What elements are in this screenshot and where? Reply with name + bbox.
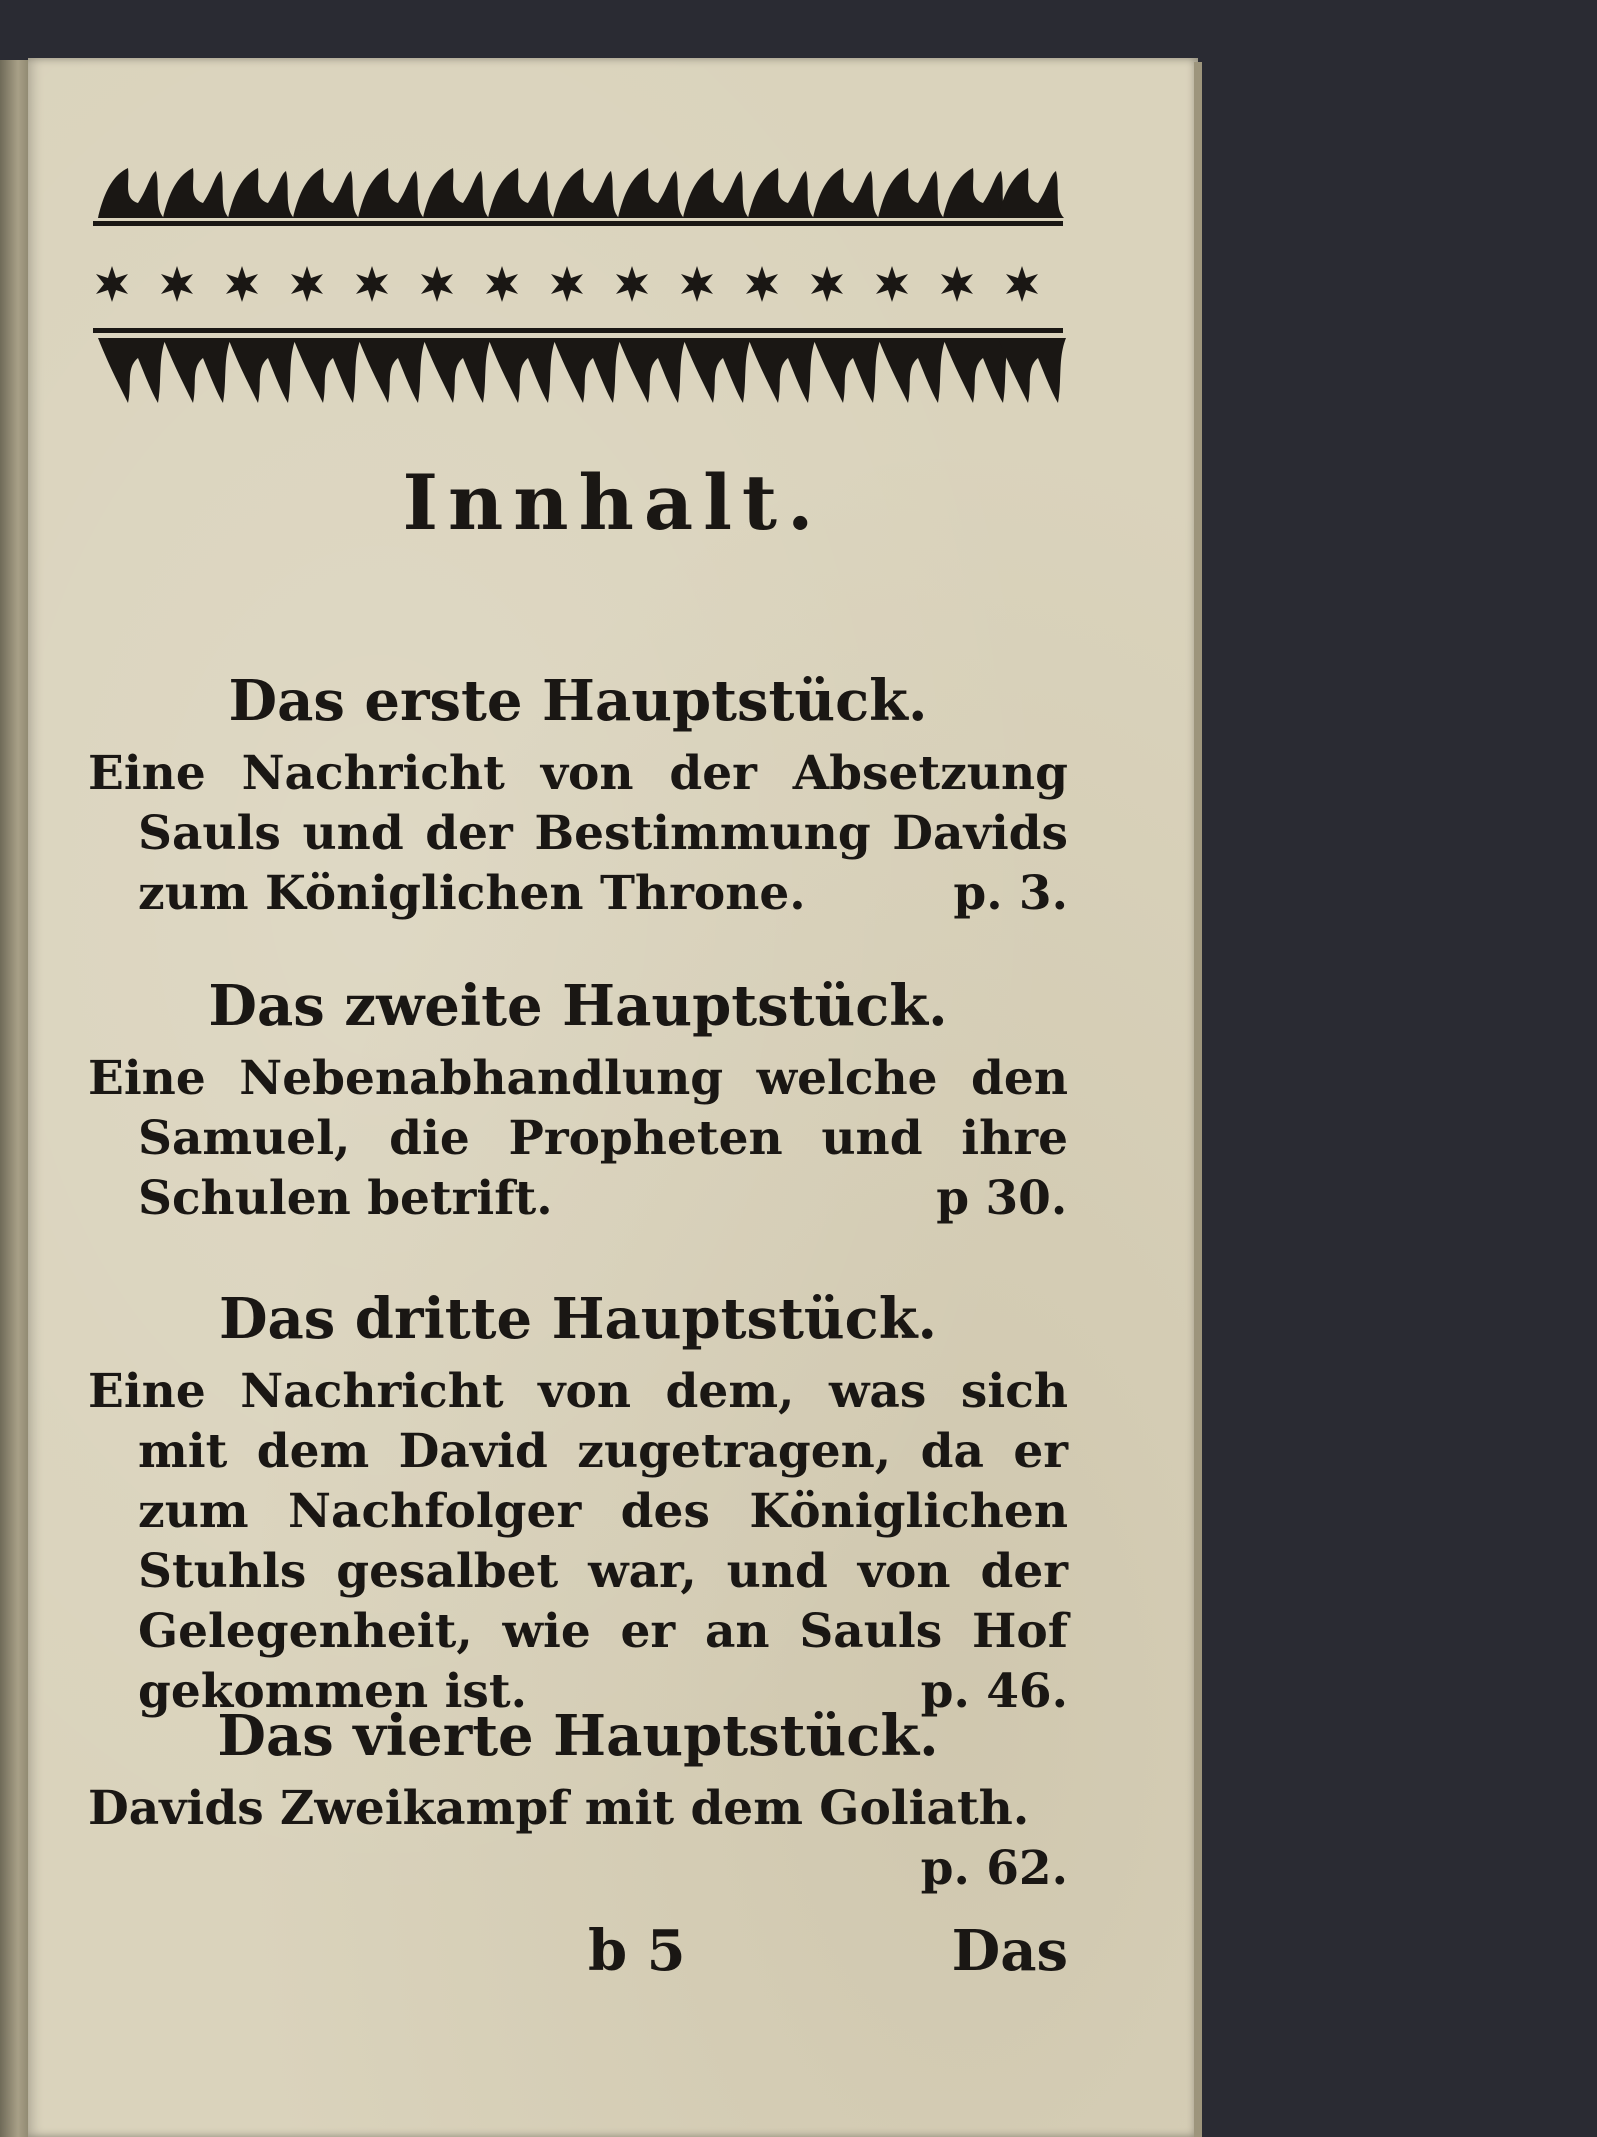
chapter-page-ref: p. 46. [920,1664,1068,1719]
left-page-edge [0,60,30,2137]
chapter-heading: Das erste Hauptstück. [228,668,928,734]
chapter-heading: Das dritte Hauptstück. [218,1286,938,1352]
chapter-summary-text: Eine Nebenabhandlung welche den Samuel, die Propheten und ihre Schulen betrift. [88,1051,1068,1226]
page-footer [88,1918,1068,1988]
chapter-summary [88,1779,1068,1839]
chapter-entry-3 [88,1286,1068,1722]
chapter-summary [88,1362,1068,1722]
chapter-summary [88,1049,1068,1229]
chapter-summary-text: Eine Nachricht von dem, was sich mit dem David zugetragen, da er zum Nachfolger des Königlichen Stuhls gesalbet war, und von der Gelegenheit, wie er an Sauls Hof gekommen ist. [88,1364,1068,1719]
signature-mark: b 5 [588,1918,686,1984]
chapter-page-ref: p 30. [936,1171,1068,1226]
chapter-summary [88,744,1068,924]
page-edge [1194,62,1202,2137]
chapter-heading: Das vierte Hauptstück. [217,1703,939,1769]
chapter-summary-text: Davids Zweikampf mit dem Goliath. [88,1781,1030,1836]
chapter-entry-2 [88,973,1068,1229]
chapter-heading: Das zweite Hauptstück. [208,973,948,1039]
chapter-entry-1 [88,668,1068,924]
chapter-page-ref: p. 3. [953,866,1068,921]
chapter-entry-4 [88,1703,1068,1899]
chapter-summary-text: Eine Nachricht von der Absetzung Sauls und der Bestimmung Davids zum Königlichen Throne. [88,746,1068,921]
book-page [28,58,1198,2137]
chapter-page-ref: p. 62. [920,1841,1068,1896]
page-title: Innhalt. [402,458,824,547]
catchword: Das [951,1918,1068,1984]
